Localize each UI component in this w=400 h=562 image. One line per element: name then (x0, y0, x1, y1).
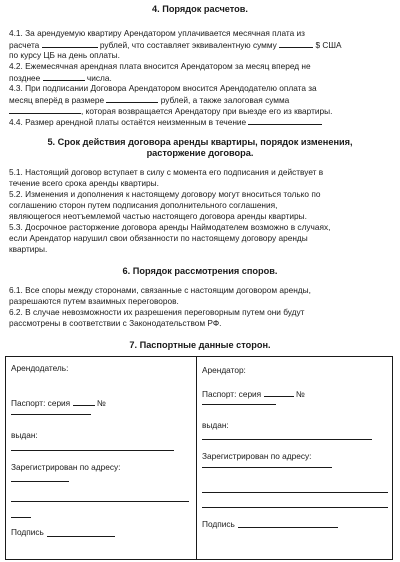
clause-4-2-suffix: числа. (86, 73, 112, 83)
clause-4-2-prefix: позднее (9, 73, 41, 83)
clause-4-1-line-1: 4.1. За арендуемую квартиру Арендатором уплачивается месячная плата из (9, 28, 305, 38)
clause-5-2-line-3: являющегося неотъемлемой частью настоящего договора аренды квартиры. (9, 211, 307, 221)
clause-5-3-line-2: если Арендатор нарушил свои обязанности по настоящему договору аренды (9, 233, 308, 243)
section-6-title: 6. Порядок рассмотрения споров. (122, 266, 278, 276)
column-divider (196, 357, 197, 559)
section-7-title: 7. Паспортные данные сторон. (129, 340, 271, 350)
tenant-issued-line (202, 439, 372, 440)
tenant-number-label: № (295, 389, 305, 399)
landlord-passport-label: Паспорт: серия (11, 398, 71, 408)
clause-4-1-line-3: по курсу ЦБ на день оплаты. (9, 50, 120, 60)
clause-6-2-line-2: рассмотрены в соответствии с Законодательством РФ. (9, 318, 222, 328)
landlord-address-line (11, 501, 189, 502)
tenant-passport-row (202, 388, 305, 399)
tenant-registered-label: Зарегистрирован по адресу: (202, 451, 312, 461)
clause-6-2-line-1: 6.2. В случае невозможности их разрешения переговорным путем они будут (9, 307, 305, 317)
tenant-address-line (202, 507, 388, 508)
landlord-signature-line (47, 536, 115, 537)
tenant-signature-label: Подпись (202, 519, 235, 529)
clause-5-2-line-1: 5.2. Изменения и дополнения к настоящему договору могут вноситься только по (9, 189, 321, 199)
blank-field (106, 94, 158, 103)
clause-4-1-suffix: $ США (315, 40, 342, 50)
landlord-issued-line (11, 450, 174, 451)
landlord-registered-label: Зарегистрирован по адресу: (11, 462, 121, 472)
landlord-issued-label: выдан: (11, 430, 38, 440)
blank-field (9, 105, 81, 114)
clause-4-3-suffix: , которая возвращается Арендатору при выезде его из квартиры. (81, 106, 333, 116)
blank-field (248, 116, 322, 125)
tenant-signature-line (238, 527, 338, 528)
clause-4-3-prefix: месяц вперёд в размере (9, 95, 105, 105)
tenant-address-line (202, 467, 332, 468)
tenant-issued-label: выдан: (202, 420, 229, 430)
clause-4-3-line-1: 4.3. При подписании Договора Арендатором вносится Арендодателю оплата за (9, 83, 317, 93)
landlord-passport-row (11, 397, 106, 408)
blank-field (42, 39, 98, 48)
section-5-title-line-1: 5. Срок действия договора аренды квартиры, порядок изменения, (47, 137, 353, 147)
clause-5-1-line-1: 5.1. Настоящий договор вступает в силу с момента его подписания и действует в (9, 167, 324, 177)
clause-4-4 (9, 116, 393, 128)
landlord-passport-line (11, 414, 91, 415)
tenant-passport-line (202, 404, 276, 405)
section-4-title: 4. Порядок расчетов. (152, 4, 248, 14)
clause-5-3-line-1: 5.3. Досрочное расторжение договора аренды Наймодателем возможно в случаях, (9, 222, 331, 232)
clause-4-2-line-1: 4.2. Ежемесячная арендная плата вносится Арендатором за месяц вперед не (9, 61, 311, 71)
blank-field (264, 388, 294, 397)
clause-4-1-middle: рублей, что составляет эквивалентную сумму (99, 40, 277, 50)
landlord-label: Арендодатель: (11, 363, 69, 373)
landlord-signature-label: Подпись (11, 527, 44, 537)
tenant-label: Арендатор: (202, 365, 246, 375)
clause-4-4-text: 4.4. Размер арендной платы остаётся неизменным в течение (9, 117, 247, 127)
passport-table (5, 356, 393, 560)
tenant-passport-label: Паспорт: серия (202, 389, 262, 399)
clause-5-3-line-3: квартиры. (9, 244, 48, 254)
clause-4-3-middle: рублей, а также залоговая сумма (160, 95, 290, 105)
landlord-address-line (11, 481, 69, 482)
clause-6-1-line-1: 6.1. Все споры между сторонами, связанные с настоящим договором аренды, (9, 285, 311, 295)
blank-field (279, 39, 313, 48)
landlord-address-line (11, 517, 31, 518)
landlord-number-label: № (96, 398, 106, 408)
clause-5-2-line-2: соглашению сторон путем подписания дополнительного соглашения, (9, 200, 278, 210)
clause-5-1-line-2: течение всего срока аренды квартиры. (9, 178, 159, 188)
tenant-address-line (202, 492, 388, 493)
clause-4-1-prefix: расчета (9, 40, 40, 50)
section-5-title-line-2: расторжение договора. (146, 148, 254, 158)
clause-6-1-line-2: разрешаются путем взаимных переговоров. (9, 296, 179, 306)
blank-field (43, 72, 85, 81)
blank-field (73, 397, 95, 406)
